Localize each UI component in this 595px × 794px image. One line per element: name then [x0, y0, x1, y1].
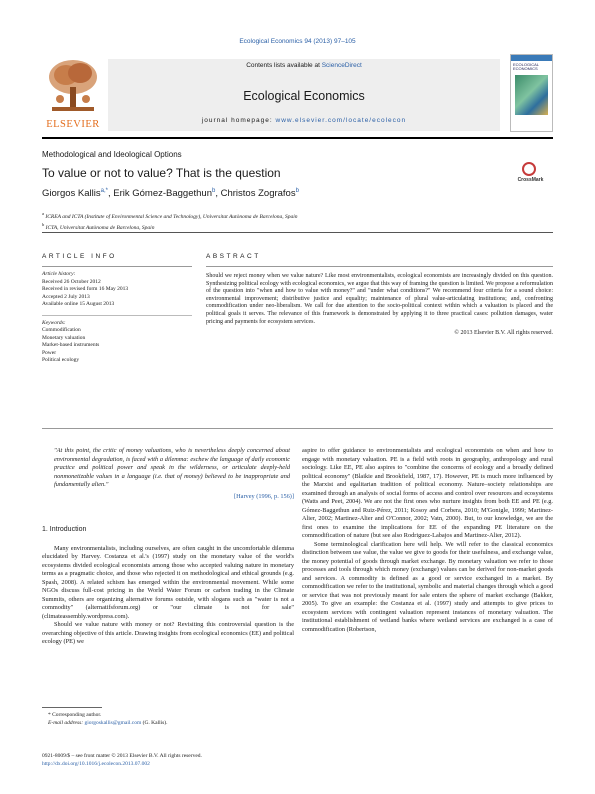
header-divider [42, 232, 553, 233]
abstract-heading: ABSTRACT [206, 253, 261, 260]
sciencedirect-link[interactable]: ScienceDirect [321, 62, 362, 69]
masthead [42, 54, 553, 134]
issn-line: 0921-8009/$ – see front matter © 2013 Elsevier B.V. All rights reserved. [42, 753, 202, 759]
crossmark-button[interactable] [508, 162, 553, 186]
journal-name: Ecological Economics [243, 89, 365, 103]
author-name[interactable]: Giorgos Kallis [42, 188, 101, 200]
article-info [42, 253, 192, 365]
journal-homepage [108, 117, 500, 124]
homepage-link[interactable]: www.elsevier.com/locate/ecolecon [275, 117, 407, 124]
body-paragraph: Some terminological clarification here will help. We will refer to the classical economics distinction between use value, the value we give to goods for their usefulness, and exchange value, the money potential of goods through market exchange. By monetary valuation we refer to those processes and tools through which money (exchange) values can be derived for non-market goods and services. A commodity is defined as a good or service exchanged in a market. By commodification we refer to the institutional, symbolic and material changes through which a good or service that was not previously meant for sale enters the sphere of market exchange (Bakker, 2005). To give an example: the Costanza et al. (1997) study and attempts to give prices to ecosystem services with contingent valuation represent instances of monetary valuation. The institutional establishment of wetland banks where wetland services are exchanged is a case of commodification (Robertson, [302, 540, 553, 633]
author-separator: , [107, 188, 114, 200]
contents-prefix: Contents lists available at [246, 62, 322, 69]
body-paragraph: Many environmentalists, including ourselves, are often caught in the uncomfortable dilemma elucidated by Harvey. Costanza et al.'s (1997) study on the monetary value of the world's ecosystems divided ecological economists among those who accepted valuing nature in monetary terms as a pragmatic choice, and those who rejected it on methodological and ethical grounds (e.g. Spash, 2008). A related schism has emerged within the environmental movement. While some NGOs discuss full-cost pricing in the World Water Forum or carbon trading in the Climate Summits, others are organizing alternative forums outside, with slogans such as "water is not a commodity" (alternatifsforum.org) or "our climate is not for sale" (climateassembly.wordpress.com). [42, 544, 294, 620]
crossmark-label: CrossMark [517, 177, 544, 183]
journal-reference[interactable]: Ecological Economics 94 (2013) 97–105 [239, 38, 356, 45]
affiliations [42, 210, 512, 232]
article-title: To value or not to value? That is the question [42, 166, 281, 180]
epigraph-citation[interactable]: [Harvey (1996, p. 156)] [234, 492, 294, 500]
cover-title: ECOLOGICAL ECONOMICS [513, 62, 539, 71]
journal-cover-thumbnail[interactable] [510, 54, 553, 132]
elsevier-tree-icon [46, 57, 100, 115]
info-rule [42, 266, 192, 267]
email-link[interactable]: giorgoskallis@gmail.com [84, 719, 142, 726]
history-item: Received in revised form 16 May 2013 [42, 286, 129, 292]
email-note [48, 720, 288, 728]
body-paragraph: Should we value nature with money or not? Revisiting this controversial question is the overarching objective of this article. Drawing insights from ecological economics (EE) and political ecology (PE) we [42, 621, 294, 645]
affiliation-item [42, 210, 512, 221]
body-paragraph: aspire to offer guidance to environmentalists and ecological economists on when and how to engage with monetary valuation. PE is a field with roots in geography, anthropology and rural sociology. Like EE, PE also aspires to "combine the concerns of ecology and a broadly defined political economy" (Blaikie and Brookfield, 1987, 17). However, PE is much more influenced by the Marxist and egalitarian tradition of political economy. Nature–society relationships are examined through an analysis of social forms of access and control over resources and ecosystems (Watts and Peet, 2004). We are not the first ones who nurture insights from both EE and PE (e.g. Gómez-Baggethun and Ruiz-Pérez, 2011; Kosoy and Corbera, 2010; M'Gonigle, 1999; Martinez-Alier, 2002; Martinez-Alier and O'Connor, 2002; Vatn, 2000). But, to our knowledge, we are the first ones to examine the implications for EE of the expanding PE literature on the commodification of nature (but see also Rodriguez-Labajos and Martinez-Alier, 2012). [302, 447, 553, 539]
history-item: Accepted 2 July 2013 [42, 293, 90, 300]
homepage-label: journal homepage: [201, 117, 276, 124]
affiliation-marker: a [42, 211, 44, 216]
cover-band [511, 55, 552, 61]
body-column-left [42, 447, 294, 647]
author-name[interactable]: Erik Gómez-Baggethun [113, 188, 212, 200]
footnote-rule [42, 707, 102, 708]
keyword-item: Monetary valuation [42, 334, 86, 341]
abstract-text: Should we reject money when we value nature? Like most environmentalists, ecological economists are increasingly divided on this question. Synthesizing political ecology with ecological economics, we argue that this way of framing the question is limited. We propose a reformulation of the question into "when and how to value with money?" and "under what conditions?" We recommend four criteria for a sound choice: environmental improvement; distributive justice and equality; maintenance of plural value-articulating institutions; and, confronting commodification under neo-liberalism. We call for due attention to the socio-political context within which a valuation is placed and the political goals it serves. The relevance of this framework is demonstrated by applying it to three practical cases: pollution damages, water pricing and payments for ecosystem services. [206, 273, 553, 325]
doi-link[interactable]: http://dx.doi.org/10.1016/j.ecolecon.2013.07.002 [42, 761, 150, 767]
author-list [42, 188, 299, 199]
keywords-rule [42, 315, 192, 316]
author-affil-marker[interactable]: a, [100, 188, 106, 194]
history-label: Article history: [42, 271, 76, 277]
affiliation-text: ICREA and ICTA (Institute of Environmental Science and Technology), Universitat Autònoma de Barcelona, Spain [45, 213, 298, 220]
keyword-item: Political ecology [42, 357, 80, 363]
masthead-rule [42, 137, 553, 139]
email-suffix: (G. Kallis). [141, 719, 168, 726]
elsevier-logo [42, 57, 104, 133]
author-separator: , [215, 188, 221, 200]
author-name[interactable]: Christos Zografos [220, 188, 296, 200]
cover-image [515, 75, 548, 115]
keyword-item: Market-based instruments [42, 342, 100, 348]
history-item: Available online 15 August 2013 [42, 301, 115, 307]
abstract-divider [42, 428, 553, 429]
affiliation-text: ICTA, Universitat Autònoma de Barcelona, Spain [45, 224, 155, 231]
author-affil-marker[interactable]: b [212, 188, 216, 194]
keyword-item: Commodification [42, 327, 81, 333]
abstract [206, 253, 553, 336]
corresponding-marker[interactable]: * [105, 188, 108, 194]
journal-banner [108, 59, 500, 131]
section-heading: 1. Introduction [42, 525, 87, 533]
section-type: Methodological and Ideological Options [42, 150, 182, 159]
body-column-right [302, 447, 553, 634]
elsevier-wordmark: ELSEVIER [46, 119, 100, 130]
abstract-rule [206, 266, 553, 267]
email-label: E-mail address: [48, 719, 85, 726]
keyword-item: Power [42, 349, 57, 356]
footnotes [48, 712, 288, 727]
corresponding-author-note: * Corresponding author. [48, 712, 102, 718]
epigraph-quote: "At this point, the critic of money valuations, who is nevertheless deeply concerned about environmental degradation, is faced with a dilemma: eschew the language of daily economic practice and political power and speak in the wilderness, or articulate deeply-held nonmonetizable values in a language (i.e. that of money) believed to be inappropriate and fundamentally alien." [54, 447, 290, 488]
crossmark-icon [522, 162, 536, 176]
affiliation-item [42, 221, 512, 232]
history-item: Received 26 October 2012 [42, 278, 101, 285]
contents-line [108, 62, 500, 69]
publication-meta [42, 752, 302, 768]
keywords-label: Keywords: [42, 319, 66, 326]
article-info-heading: ARTICLE INFO [42, 253, 117, 260]
author-affil-marker[interactable]: b [295, 188, 299, 194]
affiliation-marker: b [42, 221, 45, 227]
copyright-notice: © 2013 Elsevier B.V. All rights reserved. [454, 330, 553, 337]
